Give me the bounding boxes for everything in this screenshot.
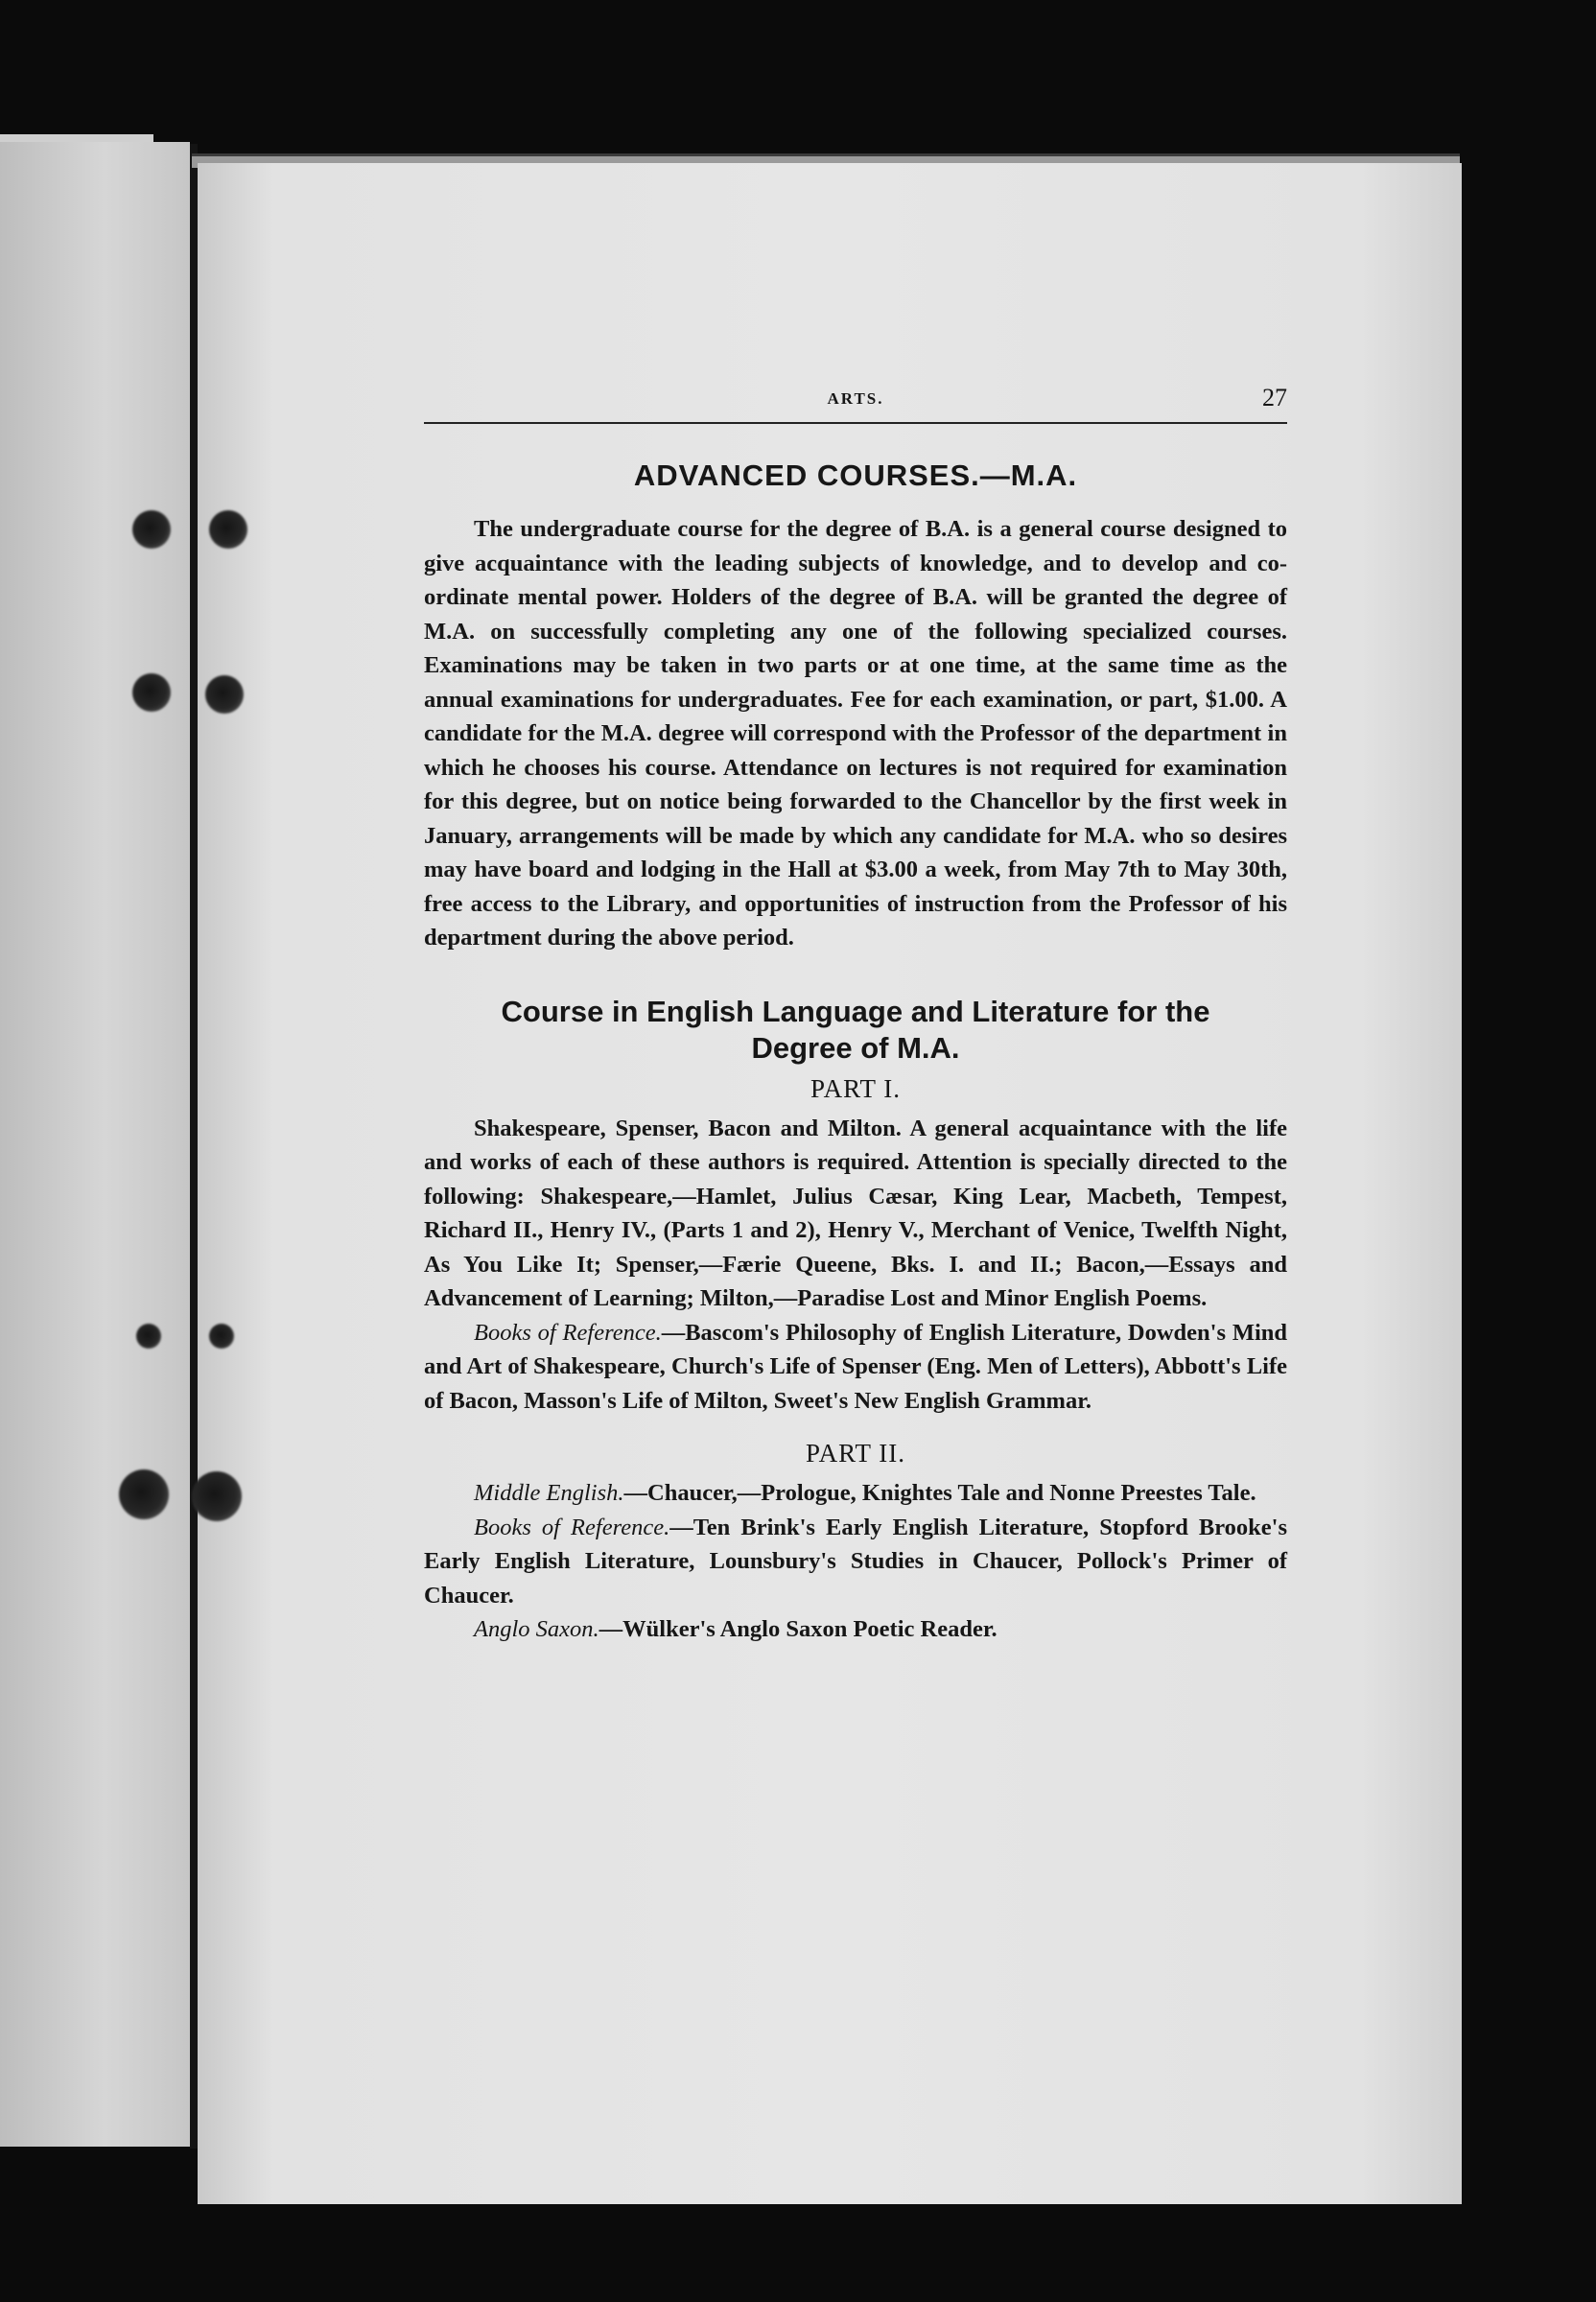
left-page — [0, 142, 190, 2147]
part2-middle-english — [424, 1476, 1287, 1511]
part2-anglo-text: —Wülker's Anglo Saxon Poetic Reader. — [598, 1616, 998, 1642]
part1-heading: PART I. — [810, 1073, 901, 1103]
binding-hole — [119, 1469, 169, 1519]
running-title: ARTS. — [827, 389, 884, 408]
part1-ref-text: —Bascom's Philosophy of English Literature, Dowden's Mind and Art of Shakespeare, Church's Life of Spenser (Eng. Men of Letters), Abbott's Life of Bacon, Masson's Life of Milton, Sweet's New English Grammar. — [424, 1319, 1288, 1414]
part2-references — [424, 1511, 1287, 1613]
binding-hole — [209, 1324, 234, 1349]
part1-body: Shakespeare, Spenser, Bacon and Milton. A general acquaintance with the life and works of each of these authors is required. Attention is specially directed to the following: Shakespeare,—Hamlet, Julius Cæsar, King Lear, Macbeth, Tempest, Richard II., Henry IV., (Parts 1 and 2), Henry V., Merchant of Venice, Twelfth Night, As You Like It; Spenser,—Færie Queene, Bks. I. and II.; Bacon,—Essays and Advancement of Learning; Milton,—Paradise Lost and Minor English Poems. — [424, 1115, 1287, 1311]
binding-hole — [209, 510, 247, 549]
section-title: ADVANCED COURSES.—M.A. — [633, 458, 1078, 492]
part1-references — [424, 1316, 1287, 1419]
part2-ref-text: —Ten Brink's Early English Literature, Stopford Brooke's Early English Literature, Lounsbury's Studies in Chaucer, Pollock's Primer of Chaucer. — [424, 1514, 1287, 1609]
part2-middle-label: Middle English. — [474, 1480, 624, 1506]
binding-hole — [192, 1471, 242, 1521]
part2-ref-label: Books of Reference. — [474, 1514, 670, 1540]
binding-hole — [136, 1324, 161, 1349]
intro-paragraph: The undergraduate course for the degree of B.A. is a general course designed to give acquaintance with the leading subjects of knowledge, and to develop and co-ordinate mental power. Holders of the degree of B.A. will be granted the degree of M.A. on successfully completing any one of the following specialized courses. Examinations may be taken in two parts or at one time, at the same time as the annual examinations for undergraduates. Fee for each examination, or part, $1.00. A candidate for the M.A. degree will correspond with the Professor of the department in which he chooses his course. Attendance on lectures is not required for examination for this degree, but on notice being forwarded to the Chancellor by the first week in January, arrangements will be made by which any candidate for M.A. who so desires may have board and lodging in the Hall at $3.00 a week, from May 7th to May 30th, free access to the Library, and opportunities of instruction from the Professor of his department during the above period. — [424, 516, 1287, 951]
part2-anglo-saxon — [424, 1612, 1287, 1647]
part2-heading: PART II. — [806, 1439, 905, 1468]
binding-hole — [205, 675, 244, 714]
book-gutter — [190, 144, 198, 2149]
part2-anglo-label: Anglo Saxon. — [474, 1616, 599, 1642]
course-title-line1: Course in English Language and Literature for the — [501, 994, 1210, 1028]
binding-hole — [132, 510, 171, 549]
running-header — [424, 384, 1287, 424]
course-title — [424, 994, 1287, 1067]
binding-hole — [132, 673, 171, 712]
page-content — [424, 384, 1287, 1647]
part1-ref-label: Books of Reference. — [474, 1319, 662, 1346]
part2-middle-text: —Chaucer,—Prologue, Knightes Tale and Nonne Preestes Tale. — [623, 1480, 1256, 1506]
page-number: 27 — [1262, 384, 1287, 411]
course-title-line2: Degree of M.A. — [751, 1030, 960, 1065]
